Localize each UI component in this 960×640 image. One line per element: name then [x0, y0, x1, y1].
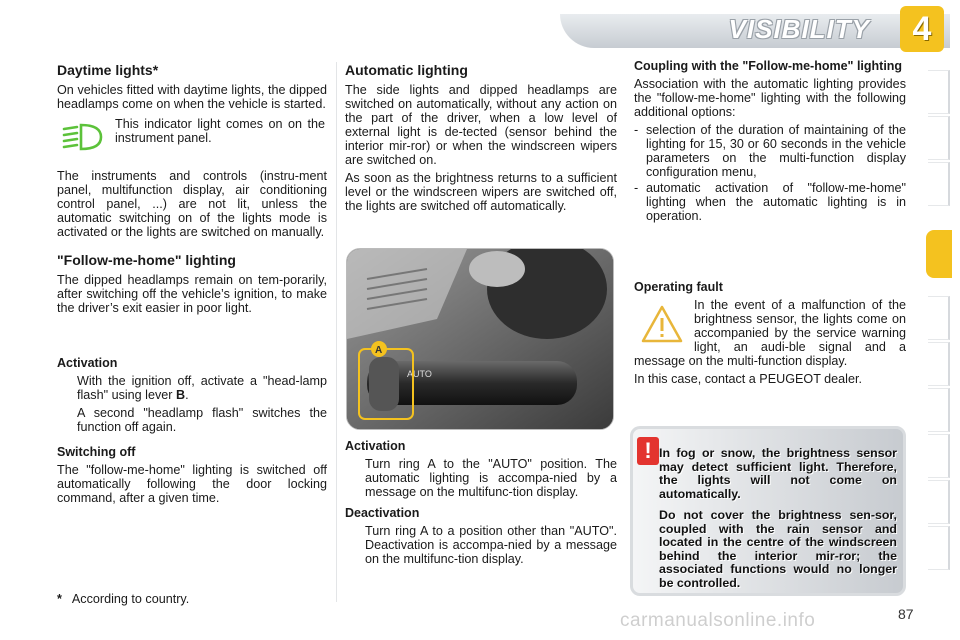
- exclamation-icon: !: [637, 437, 659, 465]
- follow-me-home-heading: "Follow-me-home" lighting: [57, 252, 236, 268]
- auto-activation-bullet: [345, 457, 617, 499]
- column-left: [57, 60, 327, 509]
- side-tab-7[interactable]: [928, 388, 950, 432]
- daytime-lights-text: On vehicles fitted with daytime lights, the dipped headlamps come on when the vehicle is started.: [57, 83, 327, 111]
- auto-deactivation-bullet: [345, 524, 617, 566]
- daytime-light-indicator-icon: [61, 121, 105, 153]
- dash-marker: -: [634, 123, 639, 137]
- follow-me-home-text: The dipped headlamps remain on tem-porarily, after switching off the vehicle’s ignition, to make the driver’s exit easier in poor light.: [57, 273, 327, 315]
- daytime-lights-heading: Daytime lights*: [57, 62, 159, 78]
- chapter-side-tabs: [928, 70, 950, 590]
- side-tab-10[interactable]: [928, 526, 950, 570]
- watermark: carmanualsonline.info: [620, 610, 816, 631]
- footnote: [57, 592, 189, 606]
- ring-a-label: A: [375, 345, 383, 356]
- coupling-option-2-text: automatic activation of "follow-me-home" lighting when the automatic lighting is in operation.: [646, 181, 906, 223]
- deactivation-heading: Deactivation: [345, 506, 420, 520]
- coupling-heading: Coupling with the "Follow-me-home" lighting: [634, 59, 903, 73]
- column-middle: [345, 60, 617, 217]
- warning-notice-box: [630, 426, 906, 596]
- activation-bullet-2-text: A second "headlamp flash" switches the function off again.: [77, 406, 327, 434]
- activation-heading-middle: Activation: [345, 439, 406, 453]
- activation-heading-left: Activation: [57, 356, 118, 370]
- page-number: 87: [898, 606, 914, 622]
- column-divider: [336, 62, 337, 602]
- lighting-stalk-photo: [346, 248, 614, 430]
- coupling-option-1-text: selection of the duration of maintaining of the lighting for 15, 30 or 60 seconds in the vehicle parameters on the multi-function display configuration menu,: [646, 123, 906, 179]
- lever-b-label: B: [175, 388, 186, 402]
- activation-bullet-1-text: With the ignition off, activate a "head-lamp flash" using lever: [77, 374, 327, 402]
- warning-triangle-icon: [640, 304, 684, 344]
- indicator-text: This indicator light comes on on the instrument panel.: [115, 117, 325, 145]
- chapter-title: VISIBILITY: [728, 14, 870, 44]
- side-tab-1[interactable]: [928, 70, 950, 114]
- notice-text-1: In fog or snow, the brightness sensor may detect sufficient light. Therefore, the lights will not come on automatically.: [659, 446, 897, 501]
- indicator-row: [57, 117, 327, 161]
- activation-bullet-1: [57, 374, 327, 402]
- dash-marker: -: [634, 181, 639, 195]
- page-header: [0, 0, 960, 56]
- automatic-lighting-heading: Automatic lighting: [345, 62, 468, 78]
- side-tab-2[interactable]: [928, 116, 950, 160]
- activation-bullet-1-end: .: [185, 388, 189, 402]
- switching-off-text: The "follow-me-home" lighting is switched off automatically following the door locking command, after a given time.: [57, 463, 327, 505]
- coupling-option-2: [634, 181, 906, 223]
- stalk-illustration: [347, 249, 614, 430]
- activation-bullet-2: [57, 406, 327, 434]
- auto-activation-text: Turn ring A to the "AUTO" position. The automatic lighting is accompa-nied by a message on the multifunc-tion display.: [365, 457, 617, 499]
- auto-position-label: AUTO: [407, 369, 432, 379]
- side-tab-6[interactable]: [928, 342, 950, 386]
- chapter-number-badge: 4: [900, 6, 944, 52]
- column-middle-lower: [345, 440, 617, 570]
- notice-text-2: Do not cover the brightness sen-sor, coupled with the rain sensor and located in the centre of the windscreen behind the interior mir-ror; the associated functions would no longer be controlled.: [659, 508, 897, 590]
- side-tab-3[interactable]: [928, 162, 950, 206]
- contact-dealer-text: In this case, contact a PEUGEOT dealer.: [634, 372, 862, 386]
- side-tab-8[interactable]: [928, 434, 950, 478]
- operating-fault-text: In the event of a malfunction of the brightness sensor, the lights come on accompanied by the service warning light, an audi-ble signal and a message on the multi-function display.: [634, 298, 906, 368]
- auto-deactivation-text: Turn ring A to a position other than "AUTO". Deactivation is accompa-nied by a message on the multifunc-tion display.: [365, 524, 617, 566]
- operating-fault-block: [634, 298, 906, 368]
- switching-off-heading: Switching off: [57, 445, 136, 459]
- footnote-text: According to country.: [71, 592, 190, 606]
- coupling-text: Association with the automatic lighting provides the "follow-me-home" lighting with the following additional options:: [634, 77, 906, 119]
- side-tab-9[interactable]: [928, 480, 950, 524]
- coupling-option-1: [634, 123, 906, 179]
- automatic-lighting-text-2: As soon as the brightness returns to a sufficient level or the windscreen wipers are switched off, the lights are switched off automatically.: [345, 171, 617, 213]
- footnote-star: *: [57, 592, 62, 606]
- side-tab-5[interactable]: [928, 296, 950, 340]
- column-right: [634, 60, 906, 390]
- operating-fault-heading: Operating fault: [634, 280, 723, 294]
- automatic-lighting-text-1: The side lights and dipped headlamps are switched on automatically, without any action on the part of the driver, when a low level of external light is de-tected (sensor behind the interior mir-ror) or when the windscreen wipers are switched on.: [345, 83, 617, 167]
- side-tab-active[interactable]: [926, 230, 952, 278]
- instruments-text: The instruments and controls (instru-ment panel, multifunction display, air conditioning control panel, ...) are not lit, unless the automatic switching on of the lights mode is activated or the lights are switched on manually.: [57, 169, 327, 239]
